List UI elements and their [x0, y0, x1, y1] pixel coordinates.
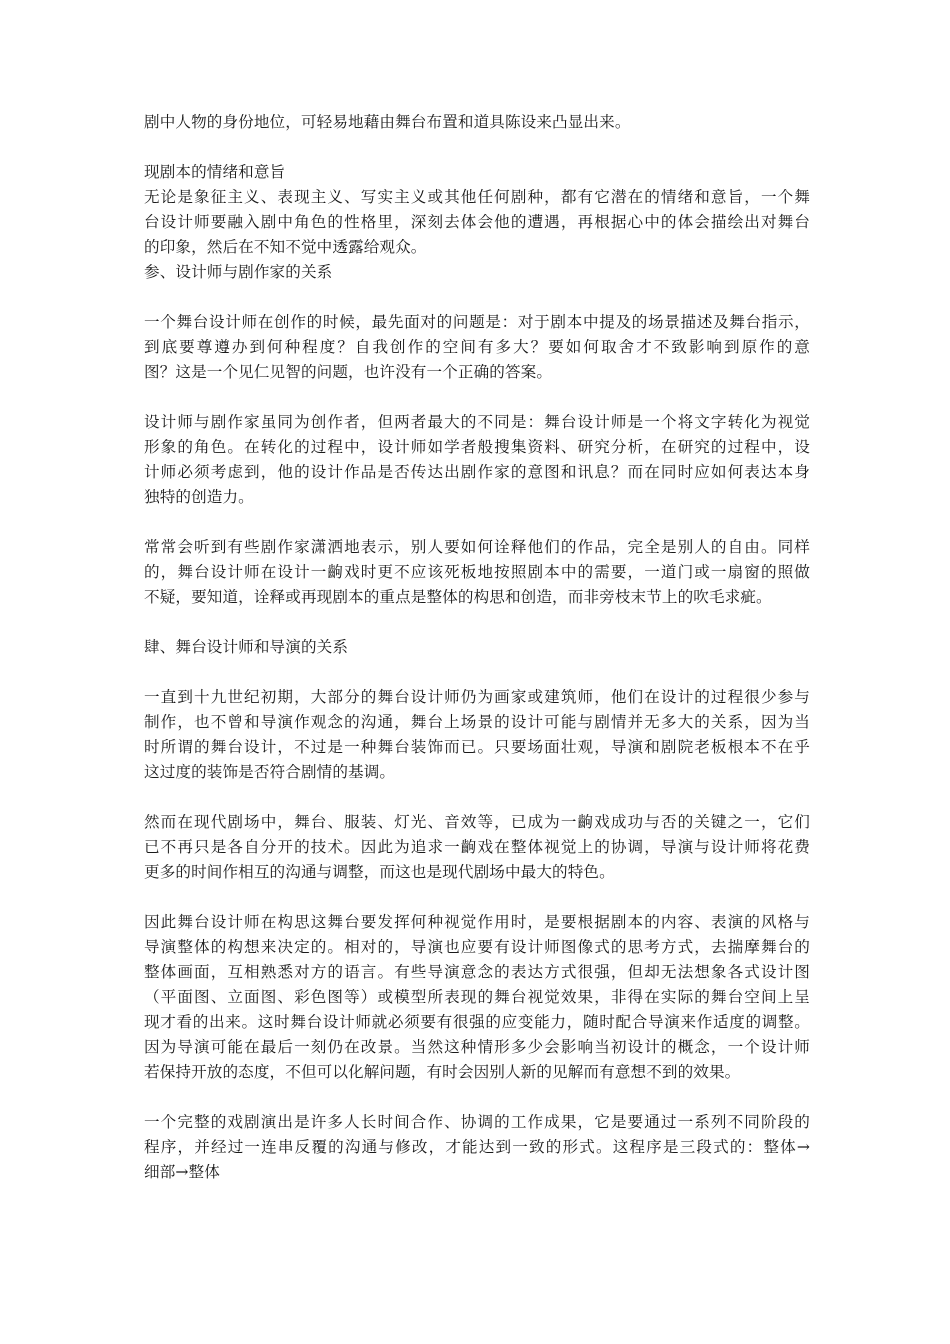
text-line: 然而在现代剧场中，舞台、服装、灯光、音效等，已成为一齣戏成功与否的关键之一，它们 [144, 813, 810, 831]
text-line: 形象的角色。在转化的过程中，设计师如学者般搜集资料、研究分析，在研究的过程中，设 [144, 438, 810, 456]
text-line: 现才看的出来。这时舞台设计师就必须要有很强的应变能力，随时配合导演来作适度的调整。 [144, 1013, 810, 1031]
section-subheading [144, 160, 810, 185]
text-line: 若保持开放的态度，不但可以化解问题，有时会因别人新的见解而有意想不到的效果。 [144, 1063, 741, 1081]
paragraph [144, 685, 810, 785]
text-line: 独特的创造力。 [144, 488, 254, 506]
text-line: 肆、舞台设计师和导演的关系 [144, 638, 349, 656]
section-heading [144, 260, 810, 285]
paragraph-gap [144, 885, 810, 910]
text-line: 这过度的装饰是否符合剧情的基调。 [144, 763, 396, 781]
paragraph [144, 185, 810, 260]
paragraph [144, 410, 810, 510]
text-line: 参、设计师与剧作家的关系 [144, 263, 333, 281]
text-line: 制作，也不曾和导演作观念的沟通，舞台上场景的设计可能与剧情并无多大的关系，因为当 [144, 713, 810, 731]
text-line: 现剧本的情绪和意旨 [144, 163, 286, 181]
text-line: 更多的时间作相互的沟通与调整，而这也是现代剧场中最大的特色。 [144, 863, 615, 881]
text-line: 程序，并经过一连串反覆的沟通与修改，才能达到一致的形式。这程序是三段式的：整体→ [144, 1138, 810, 1156]
text-line: 因此舞台设计师在构思这舞台要发挥何种视觉作用时，是要根据剧本的内容、表演的风格与 [144, 913, 810, 931]
text-line: 剧中人物的身份地位，可轻易地藉由舞台布置和道具陈设来凸显出来。 [144, 113, 631, 131]
text-line: 已不再只是各自分开的技术。因此为追求一齣戏在整体视觉上的协调，导演与设计师将花费 [144, 838, 810, 856]
text-line: 一直到十九世纪初期，大部分的舞台设计师仍为画家或建筑师，他们在设计的过程很少参与 [144, 688, 810, 706]
text-line: 无论是象征主义、表现主义、写实主义或其他任何剧种，都有它潜在的情绪和意旨，一个舞 [144, 188, 810, 206]
text-line: 台设计师要融入剧中角色的性格里，深刻去体会他的遭遇，再根据心中的体会描绘出对舞台 [144, 213, 810, 231]
paragraph [144, 110, 810, 135]
text-line: 一个完整的戏剧演出是许多人长时间合作、协调的工作成果，它是要通过一系列不同阶段的 [144, 1113, 810, 1131]
text-line: 导演整体的构想来决定的。相对的，导演也应要有设计师图像式的思考方式，去揣摩舞台的 [144, 938, 810, 956]
paragraph-gap [144, 510, 810, 535]
paragraph [144, 910, 810, 1085]
text-line: 设计师与剧作家虽同为创作者，但两者最大的不同是：舞台设计师是一个将文字转化为视觉 [144, 413, 810, 431]
paragraph-gap [144, 135, 810, 160]
paragraph-gap [144, 785, 810, 810]
paragraph-gap [144, 1085, 810, 1110]
text-line: 的印象，然后在不知不觉中透露给观众。 [144, 238, 427, 256]
paragraph [144, 535, 810, 610]
paragraph [144, 1110, 810, 1185]
paragraph-gap [144, 610, 810, 635]
text-line: 因为导演可能在最后一刻仍在改景。当然这种情形多少会影响当初设计的概念，一个设计师 [144, 1038, 810, 1056]
paragraph [144, 310, 810, 385]
section-heading [144, 635, 810, 660]
paragraph [144, 810, 810, 885]
text-line: 到底要尊遵办到何种程度？自我创作的空间有多大？要如何取舍才不致影响到原作的意 [144, 338, 810, 356]
document-page [144, 110, 810, 1185]
text-line: 的，舞台设计师在设计一齣戏时更不应该死板地按照剧本中的需要，一道门或一扇窗的照做 [144, 563, 810, 581]
text-line: 常常会听到有些剧作家潇洒地表示，别人要如何诠释他们的作品，完全是别人的自由。同样 [144, 538, 810, 556]
text-line: 整体画面，互相熟悉对方的语言。有些导演意念的表达方式很强，但却无法想象各式设计图 [144, 963, 810, 981]
text-line: 时所谓的舞台设计，不过是一种舞台装饰而已。只要场面壮观，导演和剧院老板根本不在乎 [144, 738, 810, 756]
text-line: 图？这是一个见仁见智的问题，也许没有一个正确的答案。 [144, 363, 553, 381]
text-line: 细部→整体 [144, 1163, 220, 1181]
paragraph-gap [144, 660, 810, 685]
text-line: 计师必须考虑到，他的设计作品是否传达出剧作家的意图和讯息？而在同时应如何表达本身 [144, 463, 810, 481]
paragraph-gap [144, 385, 810, 410]
text-line: （平面图、立面图、彩色图等）或模型所表现的舞台视觉效果，非得在实际的舞台空间上呈 [144, 988, 810, 1006]
text-line: 一个舞台设计师在创作的时候，最先面对的问题是：对于剧本中提及的场景描述及舞台指示， [144, 313, 810, 331]
paragraph-gap [144, 285, 810, 310]
text-line: 不疑，要知道，诠释或再现剧本的重点是整体的构思和创造，而非旁枝末节上的吹毛求疵。 [144, 588, 772, 606]
